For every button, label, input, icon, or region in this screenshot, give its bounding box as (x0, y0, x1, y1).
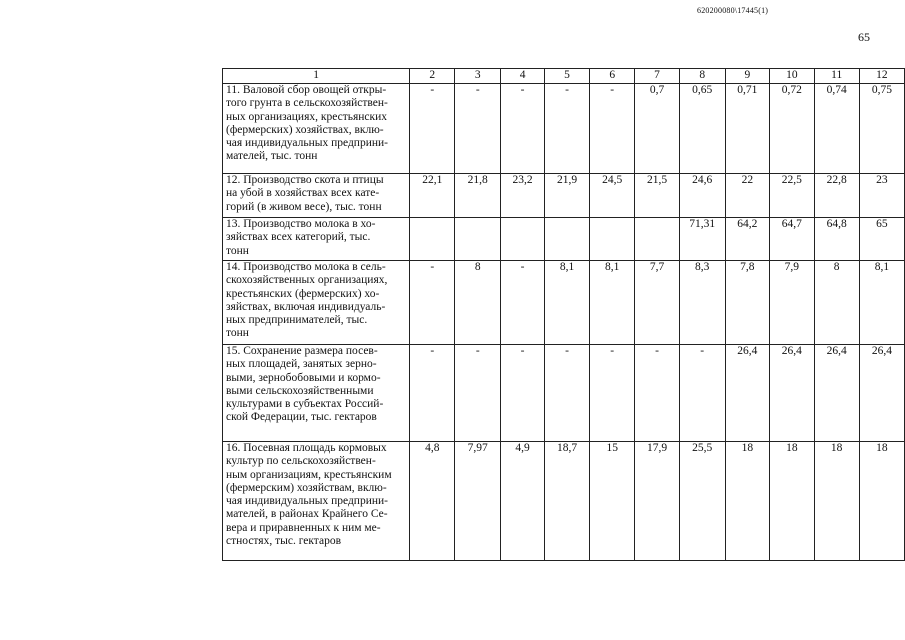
table-cell: 0,72 (770, 84, 815, 174)
column-header: 9 (725, 69, 770, 84)
table-cell: 17,9 (635, 442, 680, 561)
table-cell: - (455, 84, 501, 174)
table-cell: 23,2 (501, 174, 545, 218)
table-cell: 18 (770, 442, 815, 561)
table-cell: 18 (814, 442, 859, 561)
table-cell: 71,31 (679, 218, 725, 261)
row-label: 13. Производство молока в хо- зяйствах всех категорий, тыс. тонн (223, 218, 410, 261)
table-cell: 64,2 (725, 218, 770, 261)
table-cell: 7,97 (455, 442, 501, 561)
column-header: 2 (410, 69, 455, 84)
table-cell: 25,5 (679, 442, 725, 561)
table-cell: 0,74 (814, 84, 859, 174)
column-header: 3 (455, 69, 501, 84)
table-cell: 8,3 (679, 261, 725, 345)
column-header: 12 (859, 69, 904, 84)
table-cell: 23 (859, 174, 904, 218)
table-cell: 21,5 (635, 174, 680, 218)
table-cell: - (455, 345, 501, 442)
table-cell: - (590, 345, 635, 442)
column-header: 1 (223, 69, 410, 84)
column-header: 8 (679, 69, 725, 84)
table-cell: 18,7 (544, 442, 589, 561)
table-cell: - (410, 84, 455, 174)
row-label: 12. Производство скота и птицы на убой в хозяйствах всех кате- горий (в живом весе), тыс. тонн (223, 174, 410, 218)
table-cell (410, 218, 455, 261)
table-cell: 22 (725, 174, 770, 218)
table-cell: 22,1 (410, 174, 455, 218)
row-label: 15. Сохранение размера посев- ных площадей, занятых зерно- выми, зернобобовыми и кормо- выми сельскохозяйственными культурами в субъектах Россий- ской Федерации, тыс. гектаров (223, 345, 410, 442)
table-cell: - (544, 345, 589, 442)
table-cell: 0,65 (679, 84, 725, 174)
column-header: 5 (544, 69, 589, 84)
table-cell: 7,9 (770, 261, 815, 345)
table-cell: 22,5 (770, 174, 815, 218)
table-row (223, 84, 905, 174)
table-cell: 26,4 (725, 345, 770, 442)
table-cell: - (635, 345, 680, 442)
table-cell: 18 (859, 442, 904, 561)
header-row (223, 69, 905, 84)
table-cell: 8,1 (590, 261, 635, 345)
row-label: 11. Валовой сбор овощей откры- того грунта в сельскохозяйствен- ных организациях, крестьянских (фермерских) хозяйствах, вклю- чая индивидуальных предприни- мателей, тыс. тонн (223, 84, 410, 174)
table-cell: 4,8 (410, 442, 455, 561)
table-cell: 24,5 (590, 174, 635, 218)
row-label: 16. Посевная площадь кормовых культур по сельскохозяйствен- ным организациям, крестьянским (фермерским) хозяйствам, вклю- чая индивидуальных предприни- мателей, в районах Крайнего Се- вера и приравненных к ним ме- стностях, тыс. гектаров (223, 442, 410, 561)
table-cell: 24,6 (679, 174, 725, 218)
table-cell: 0,7 (635, 84, 680, 174)
indicators-table (222, 68, 905, 561)
table-cell: 0,75 (859, 84, 904, 174)
table-cell (635, 218, 680, 261)
table-cell: 18 (725, 442, 770, 561)
table-cell: 7,7 (635, 261, 680, 345)
table-cell: 26,4 (859, 345, 904, 442)
table-cell: 8 (455, 261, 501, 345)
table-cell: 26,4 (814, 345, 859, 442)
table-row (223, 261, 905, 345)
table-cell: 21,8 (455, 174, 501, 218)
table-row (223, 218, 905, 261)
table-cell: 64,8 (814, 218, 859, 261)
table-cell: 65 (859, 218, 904, 261)
table-cell: 4,9 (501, 442, 545, 561)
column-header: 10 (770, 69, 815, 84)
table-cell: - (679, 345, 725, 442)
column-header: 7 (635, 69, 680, 84)
page-number: 65 (858, 30, 870, 44)
table-cell: 21,9 (544, 174, 589, 218)
table-cell: 15 (590, 442, 635, 561)
column-header: 6 (590, 69, 635, 84)
table-cell: 64,7 (770, 218, 815, 261)
document-id: 620200080\17445(1) (697, 6, 769, 15)
table-cell: - (501, 345, 545, 442)
table-cell: - (544, 84, 589, 174)
table-cell (590, 218, 635, 261)
table-cell: - (501, 261, 545, 345)
table-cell: - (410, 261, 455, 345)
row-label: 14. Производство молока в сель- скохозяйственных организациях, крестьянских (фермерских) хо- зяйствах, включая индивидуаль- ных предпринимателей, тыс. тонн (223, 261, 410, 345)
table-cell (544, 218, 589, 261)
table-cell: 8,1 (859, 261, 904, 345)
table-cell: - (501, 84, 545, 174)
table-cell: 8 (814, 261, 859, 345)
table-row (223, 345, 905, 442)
table-cell: 0,71 (725, 84, 770, 174)
table-cell: 22,8 (814, 174, 859, 218)
table-row (223, 174, 905, 218)
table-row (223, 442, 905, 561)
table-cell: - (590, 84, 635, 174)
table-cell: - (410, 345, 455, 442)
column-header: 11 (814, 69, 859, 84)
column-header: 4 (501, 69, 545, 84)
table-cell: 7,8 (725, 261, 770, 345)
table-cell (501, 218, 545, 261)
table-cell: 26,4 (770, 345, 815, 442)
table-cell: 8,1 (544, 261, 589, 345)
table-cell (455, 218, 501, 261)
